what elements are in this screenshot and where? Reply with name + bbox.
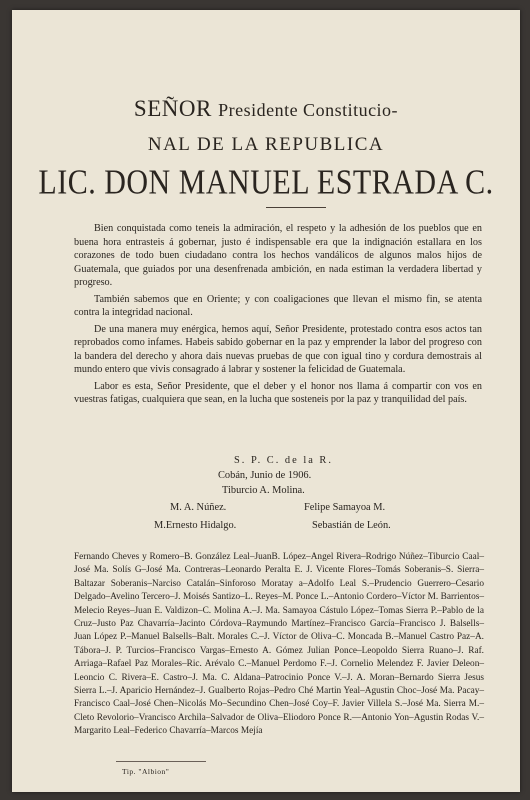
document-sheet [12,10,520,792]
signer-right-1: Felipe Samayoa M. [304,502,386,513]
paragraph-1: Bien conquistada como teneis la admiración, el respeto y la adhesión de los pueblos que en buena hora entrasteis á gobernar, justo é indispensable era que la indignación estallara en los corazones de todo buen ciudadano contra los hechos vandálicos de algunos malos hijos de Guatemala, que guiados por una desenfrenada ambición, en nada estiman la verdadera libertad y progreso. [74,223,482,288]
heading-line-2: NAL DE LA REPUBLICA [147,134,385,155]
paragraph-4: Labor es esta, Señor Presidente, que el deber y el honor nos llama á compartir con vos en vuestras fatigas, cualquiera que sean, en la lucha que sosteneis por la paz y tranquilidad del país. [74,380,482,405]
printer-divider [116,761,206,762]
signer-right-2: Sebastián de León. [312,520,391,531]
signature-place-date: Cobán, Junio de 1906. [218,470,312,481]
printer-mark: Tip. "Albion" [122,767,170,776]
signature-initials: S. P. C. de la R. [234,455,333,466]
letter-body [74,222,482,410]
heading-divider [266,207,326,208]
heading-line-3: LIC. DON MANUEL ESTRADA C. [38,163,494,202]
paragraph-3: De una manera muy enérgica, hemos aquí, Señor Presidente, protestado contra esos actos tan reprobados como infames. Habeis sabido gobernar en la paz y emprender la labor del progreso con la bandera del derecho y ahora dais nuevas pruebas de que con igual tino y cordura demostrais al mundo entero que vivis consagrado á labrar y sostener la felicidad de Guatemala. [74,323,482,375]
heading-lead: SEÑOR [133,96,212,121]
signatories-list: Fernando Cheves y Romero–B. González Leal–JuanB. López–Angel Rivera–Rodrigo Núñez–Tiburcio Caal–José Ma. Solís G–José Ma. Contreras–Leonardo Peralta E. J. Vicente Flores–Tomás Soberanis–S. Sierra–Baltazar Soberanis–Narciso Catalán–Sinforoso Moratay a–Adolfo Leal S.–Prudencio Guerrero–Cesario Delgado–Avelino Tercero–J. Moisés Santizo–L. Reyes–M. Ponce L.–Antonio Cordero–Víctor M. Barrientos–Melecio Reyes–Juan E. Valdizon–C. Molina A.–J. Ma. Samayoa Cástulo López–Tomas Sierra P.–Pablo de la Cruz–Justo Paz Chavarría–Jacinto Córdova–Raymundo Martínez–Francisco García–Francisco J. Balsells–Juan López P.–Manuel Balsells–Balt. Morales C.–J. Víctor de Oliva–C. Moncada B.–Manuel Castro Paz–A. Tábora–J. P. Turcios–Francisco Vargas–Ernesto A. Gómez Julian Ponce–Leopoldo Sierra Ruano–J. Raf. Arriaga–Rafael Paz Morales–Ric. Arévalo C.–Manuel Perdomo F.–J. Cornelio Melendez F. Javier Deleon–Leoncio C. Rivera–E. Castro–J. Ma. C. Aldana–Patrocinio Ponce V.–J. A. Moran–Bernardo Sierra Jesus Sierra L.–J. Aparicio Hernández–J. Gualberto Rojas–Pedro Ché Martin Yeal–Agustin Choc–José Ma. Pacay–Francisco Caal–José Chen–Nicolás Mo–Secundino Chen–José Coy–F. Javier Villela S.–José Ma. Sierra M.–Cleto Revolorio–Vrancisco Archila–Salvador de Oliva–Eliodoro Ponce R.—Antonio Yon–Agustin Rodas V.–Margarito Leal–Federico Chavarría–Marcos Mejía [74,552,484,737]
signer-left-2: M.Ernesto Hidalgo. [154,520,237,531]
signature-main: Tiburcio A. Molina. [222,485,305,496]
heading-line-1 [12,96,520,122]
heading-rest: Presidente Constitucio- [218,100,399,120]
paragraph-2: También sabemos que en Oriente; y con coaligaciones que llevan el mismo fin, se atenta contra la integridad nacional. [74,293,482,318]
signer-left-1: M. A. Núñez. [170,502,227,513]
